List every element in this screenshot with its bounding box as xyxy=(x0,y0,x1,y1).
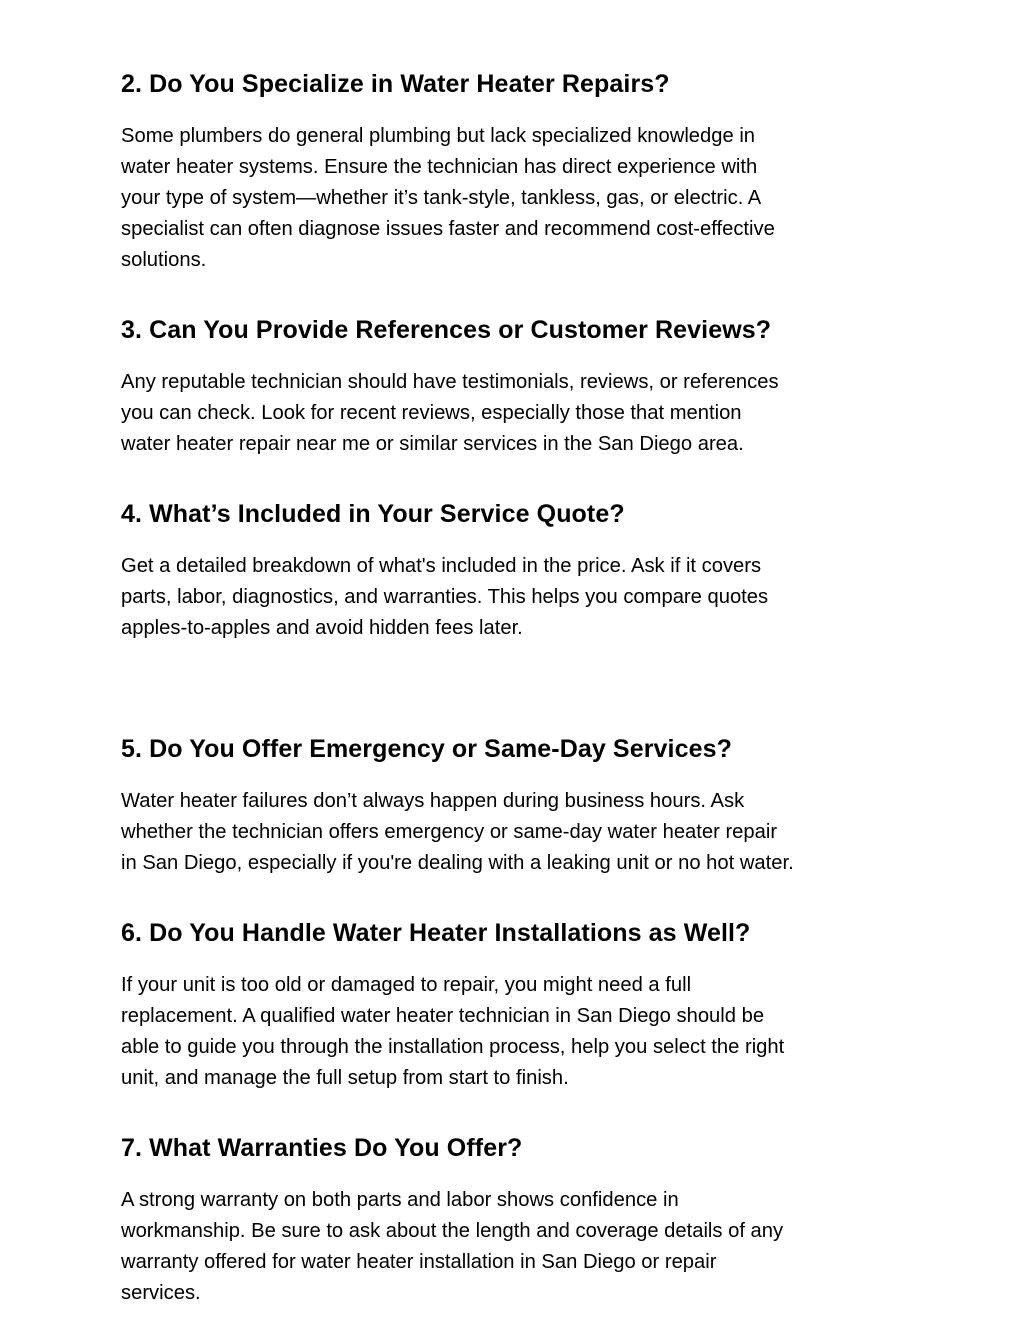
section-service-quote xyxy=(121,497,934,644)
section-heading: 4. What’s Included in Your Service Quote? xyxy=(121,500,625,528)
section-body: Water heater failures don’t always happen during business hours. Ask whether the technician offers emergency or same-day water heater repair in San Diego, especially if you're dealing with a leaking unit or no hot water. xyxy=(121,790,794,874)
section-body: A strong warranty on both parts and labor shows confidence in workmanship. Be sure to ask about the length and coverage details of any warranty offered for water heater installation in San Diego or repair services. xyxy=(121,1189,784,1304)
section-heading: 5. Do You Offer Emergency or Same-Day Services? xyxy=(121,735,732,763)
section-emergency-services xyxy=(121,732,934,879)
section-warranties xyxy=(121,1131,934,1309)
section-body: If your unit is too old or damaged to repair, you might need a full replacement. A qualified water heater technician in San Diego should be able to guide you through the installation process, help you select the right unit, and manage the full setup from start to finish. xyxy=(121,974,785,1089)
section-body: Get a detailed breakdown of what's included in the price. Ask if it covers parts, labor, diagnostics, and warranties. This helps you compare quotes apples-to-apples and avoid hidden fees later. xyxy=(121,555,769,639)
section-installations xyxy=(121,916,934,1094)
section-heading: 6. Do You Handle Water Heater Installations as Well? xyxy=(121,919,751,947)
section-heading: 2. Do You Specialize in Water Heater Repairs? xyxy=(121,70,670,98)
section-heading: 7. What Warranties Do You Offer? xyxy=(121,1134,523,1162)
section-body: Some plumbers do general plumbing but lack specialized knowledge in water heater systems. Ensure the technician has direct experience with your type of system—whether it’s tank-style, tankless, gas, or electric. A specialist can often diagnose issues faster and recommend cost-effective solutions. xyxy=(121,125,775,271)
section-specialize-repairs xyxy=(121,67,934,276)
section-body: Any reputable technician should have testimonials, reviews, or references you can check. Look for recent reviews, especially those that mention water heater repair near me or similar services in the San Diego area. xyxy=(121,371,779,455)
section-heading: 3. Can You Provide References or Customer Reviews? xyxy=(121,316,772,344)
section-references-reviews xyxy=(121,313,934,460)
